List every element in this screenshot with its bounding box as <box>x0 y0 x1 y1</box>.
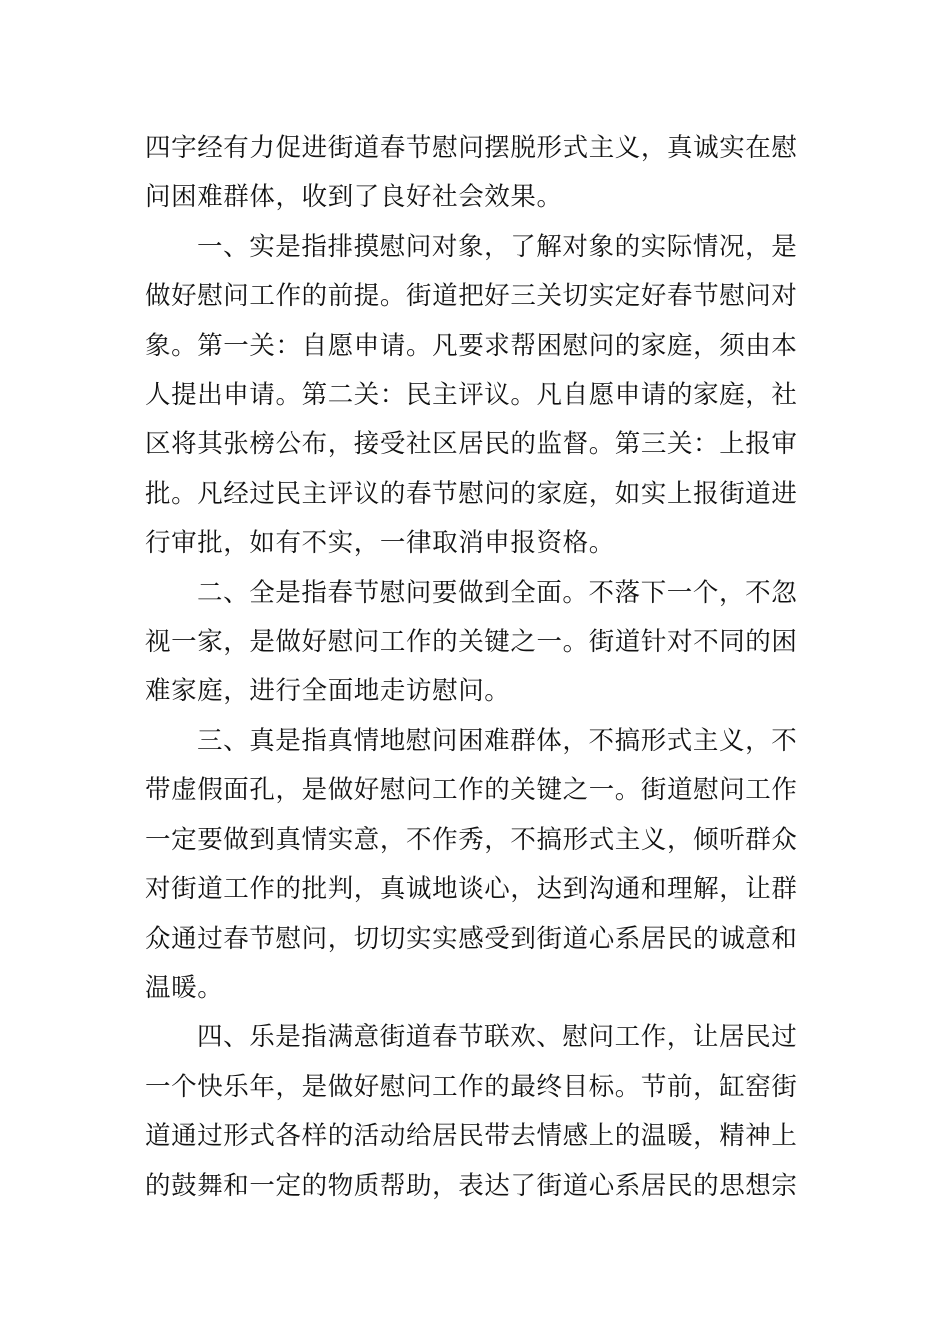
text-line: 视一家，是做好慰问工作的关键之一。街道针对不同的困 <box>145 627 798 658</box>
paragraph-section-1 <box>145 223 807 569</box>
text-line: 三、真是指真情地慰问困难群体，不搞形式主义，不 <box>197 725 798 756</box>
text-line: 象。第一关：自愿申请。凡要求帮困慰问的家庭，须由本 <box>145 330 798 361</box>
text-line: 人提出申请。第二关：民主评议。凡自愿申请的家庭，社 <box>145 380 798 411</box>
text-line: 难家庭，进行全面地走访慰问。 <box>145 676 511 707</box>
text-line: 区将其张榜公布，接受社区居民的监督。第三关：上报审 <box>145 429 798 460</box>
paragraph-section-2 <box>145 569 807 717</box>
text-line: 问困难群体，收到了良好社会效果。 <box>145 182 563 213</box>
text-line: 四、乐是指满意街道春节联欢、慰问工作，让居民过 <box>197 1022 798 1053</box>
paragraph-section-3 <box>145 717 807 1013</box>
text-line: 批。凡经过民主评议的春节慰问的家庭，如实上报街道进 <box>145 478 798 509</box>
text-line: 的鼓舞和一定的物质帮助，表达了街道心系居民的思想宗 <box>145 1170 798 1201</box>
text-line: 对街道工作的批判，真诚地谈心，达到沟通和理解，让群 <box>145 874 798 905</box>
text-line: 一、实是指排摸慰问对象，了解对象的实际情况，是 <box>197 231 798 262</box>
text-line: 温暖。 <box>145 972 224 1003</box>
text-line: 众通过春节慰问，切切实实感受到街道心系居民的诚意和 <box>145 923 798 954</box>
text-line: 做好慰问工作的前提。街道把好三关切实定好春节慰问对 <box>145 281 798 312</box>
text-line: 一个快乐年，是做好慰问工作的最终目标。节前，缸窑街 <box>145 1071 798 1102</box>
document-body <box>145 124 807 1211</box>
text-line: 二、全是指春节慰问要做到全面。不落下一个，不忽 <box>197 577 798 608</box>
text-line: 带虚假面孔，是做好慰问工作的关键之一。街道慰问工作 <box>145 775 798 806</box>
paragraph-intro <box>145 124 807 223</box>
text-line: 四字经有力促进街道春节慰问摆脱形式主义，真诚实在慰 <box>145 133 798 163</box>
text-line: 行审批，如有不实，一律取消申报资格。 <box>145 528 615 559</box>
text-line: 道通过形式各样的活动给居民带去情感上的温暖，精神上 <box>145 1121 798 1152</box>
paragraph-section-4 <box>145 1013 807 1211</box>
text-line: 一定要做到真情实意，不作秀，不搞形式主义，倾听群众 <box>145 824 798 855</box>
